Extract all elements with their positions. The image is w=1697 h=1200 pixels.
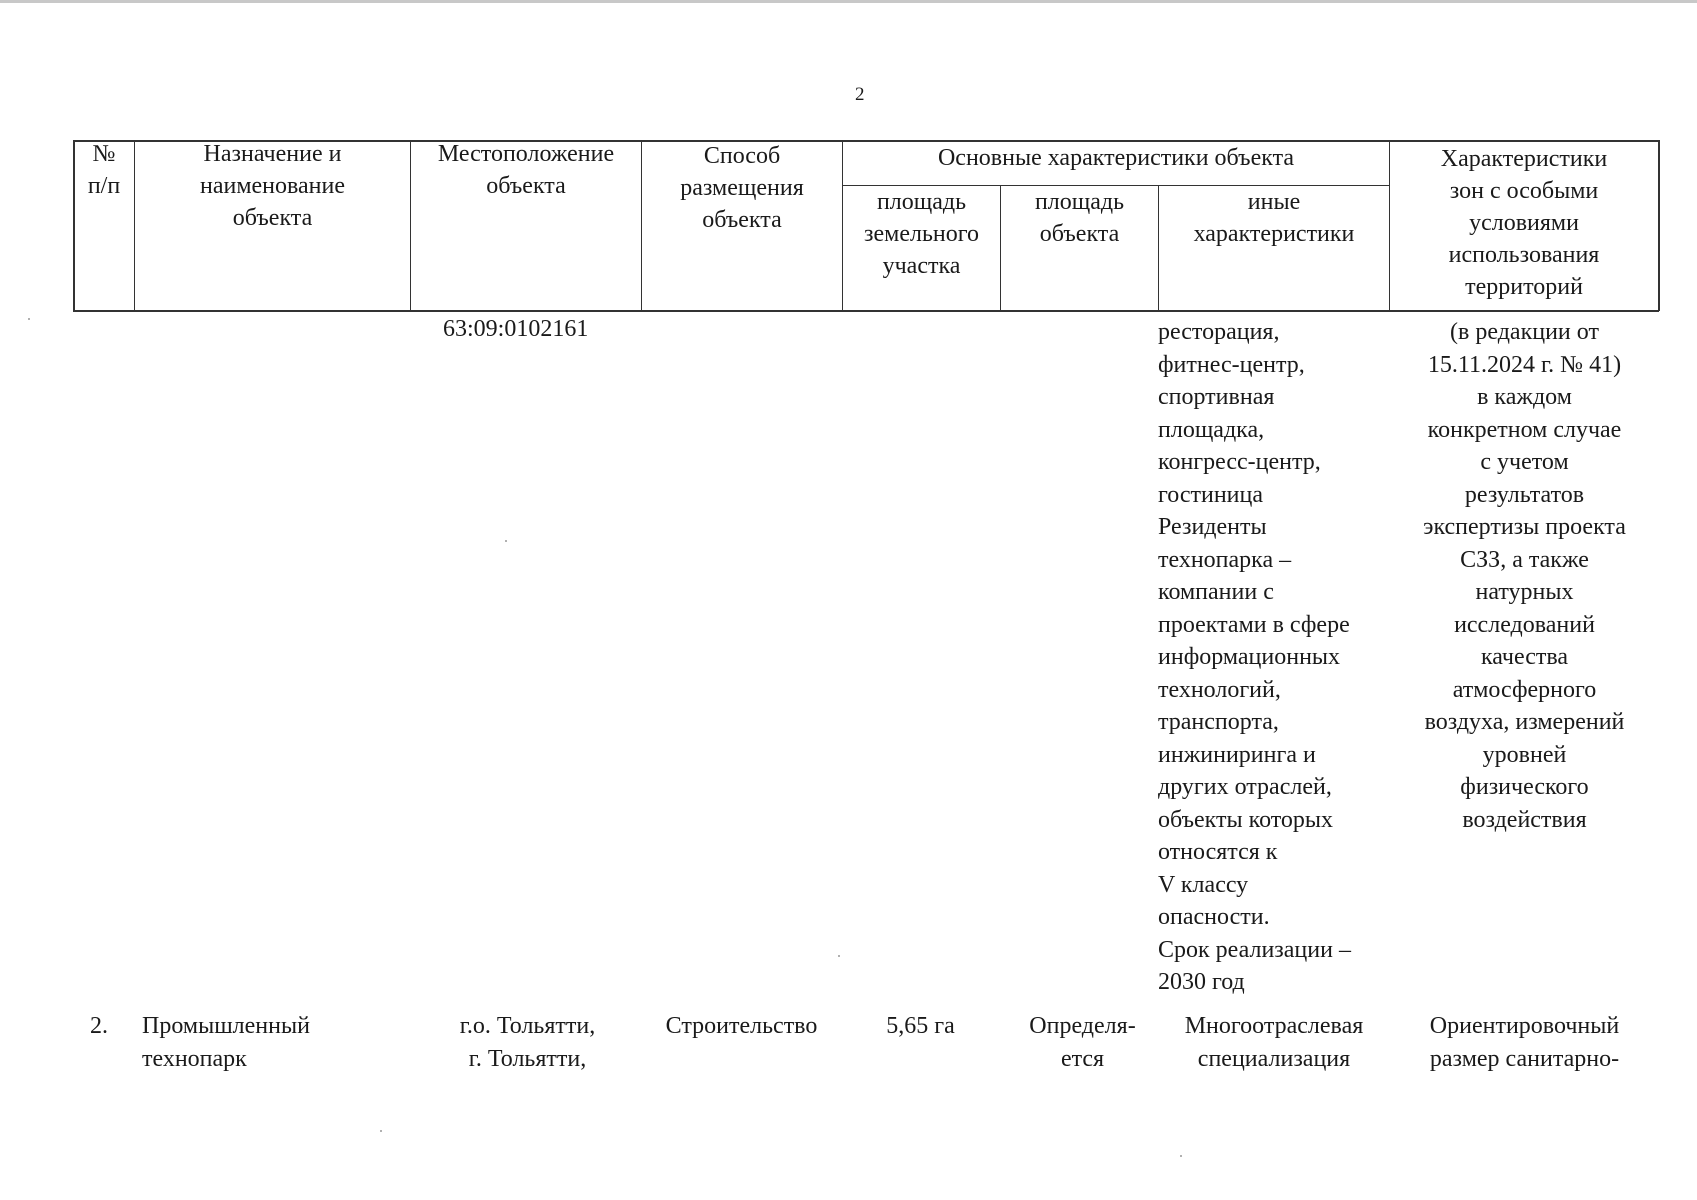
header-object-area: площадь объекта xyxy=(1034,189,1125,247)
page-number: 2 xyxy=(855,84,865,105)
scan-speck xyxy=(380,1130,382,1132)
row2-zones: Ориентировочный размер санитарно- xyxy=(1429,1013,1620,1072)
header-zones: Характеристики зон с особыми условиями использования территорий xyxy=(1440,146,1608,300)
zones-text: (в редакции от 15.11.2024 г. № 41) в каждом конкретном случае с учетом результатов экспертизы проекта СЗЗ, а также натурных исследований качества атмосферного воздуха, измерений уровней физического воздействия xyxy=(1423,319,1626,833)
row2-other-characteristics: Многоотраслевая специализация xyxy=(1184,1013,1364,1072)
other-characteristics-text: ресторация, фитнес-центр, спортивная площадка, конгресс-центр, гостиница Резиденты технопарка – компании с проектами в сфере информационных технологий, транспорта, инжиниринга и других отраслей, объекты которых относятся к V классу опасности. Срок реализации – 2030 год xyxy=(1158,319,1351,995)
row2-name: Промышленный технопарк xyxy=(142,1013,310,1072)
header-num: № п/п xyxy=(87,141,121,199)
scan-top-edge xyxy=(0,0,1697,3)
scan-speck xyxy=(838,955,840,957)
header-name: Назначение и наименование объекта xyxy=(199,141,346,231)
scan-speck xyxy=(28,318,30,320)
scan-speck xyxy=(1180,1155,1182,1157)
header-main-characteristics: Основные характеристики объекта xyxy=(937,145,1295,171)
header-land-area: площадь земельного участка xyxy=(864,189,979,279)
row2-land-area: 5,65 га xyxy=(886,1013,955,1039)
row2-method: Строительство xyxy=(665,1013,818,1039)
header-location: Местоположение объекта xyxy=(437,141,615,199)
scan-speck xyxy=(505,540,507,542)
cadastral-number: 63:09:0102161 xyxy=(443,316,589,342)
row2-object-area: Определя- ется xyxy=(1029,1013,1136,1072)
header-method: Способ размещения объекта xyxy=(680,143,804,233)
header-other-characteristics: иные характеристики xyxy=(1193,189,1355,247)
row2-num: 2. xyxy=(90,1013,108,1039)
header-col-border xyxy=(1658,140,1660,311)
row2-location: г.о. Тольятти, г. Тольятти, xyxy=(459,1013,596,1072)
header-bottom-border xyxy=(73,310,1659,312)
